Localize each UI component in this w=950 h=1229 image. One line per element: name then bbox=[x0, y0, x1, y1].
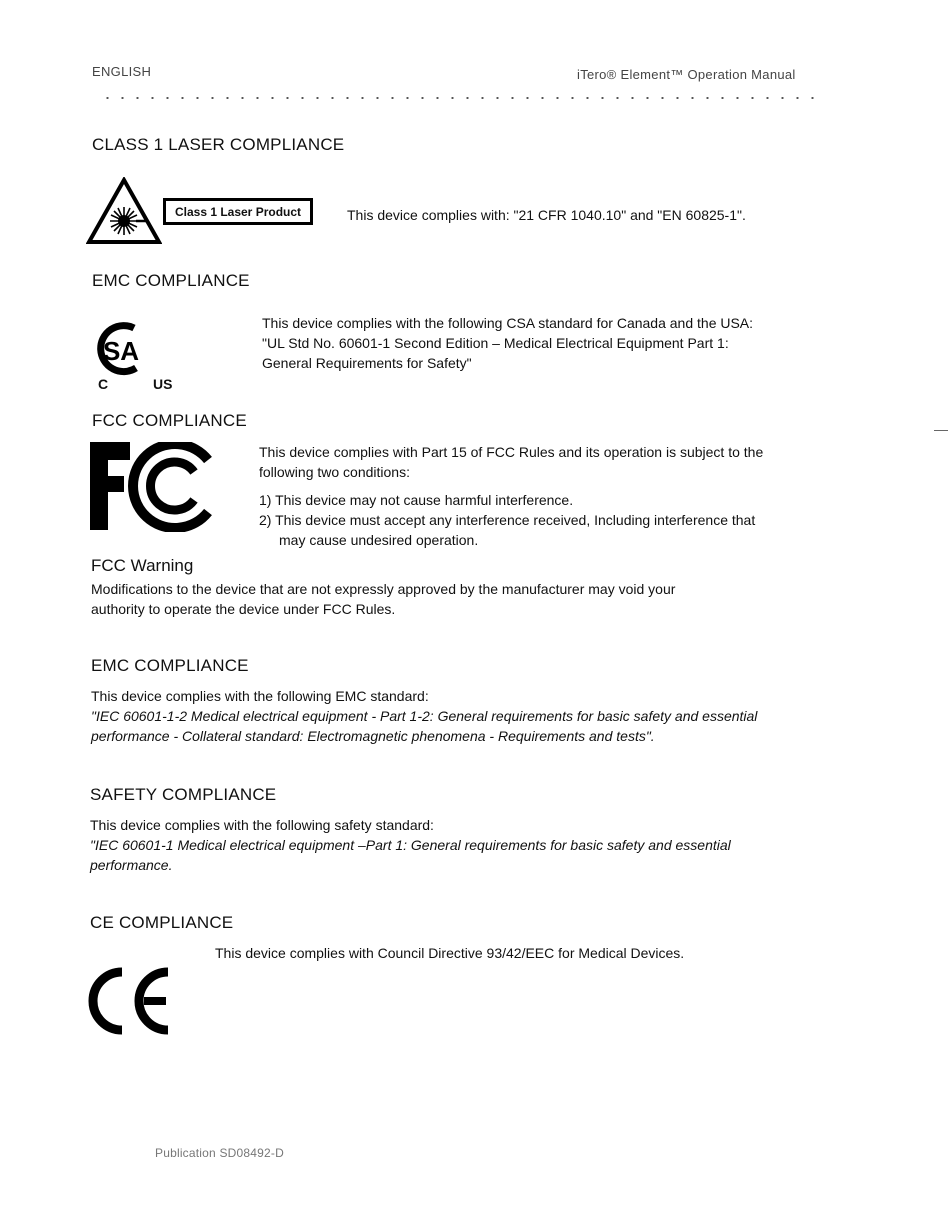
header-manual-title: iTero® Element™ Operation Manual bbox=[577, 67, 796, 82]
scan-mark bbox=[934, 430, 948, 431]
csa-country-us: US bbox=[153, 376, 173, 392]
csa-country-c: C bbox=[98, 376, 109, 392]
fcc-warning-heading: FCC Warning bbox=[91, 556, 194, 575]
emc-iec-line-2: "IEC 60601-1-2 Medical electrical equipment - Part 1-2: General requirements for basic safety and essential bbox=[91, 708, 758, 724]
ce-heading: CE COMPLIANCE bbox=[90, 913, 234, 932]
emc-iec-text bbox=[91, 686, 851, 746]
ce-text: This device complies with Council Directive 93/42/EEC for Medical Devices. bbox=[215, 945, 685, 961]
csa-mark-icon bbox=[94, 318, 150, 382]
safety-text bbox=[90, 815, 850, 875]
laser-text: This device complies with: "21 CFR 1040.10" and "EN 60825-1". bbox=[347, 207, 746, 223]
fcc-logo-icon bbox=[90, 442, 214, 532]
laser-warning-icon bbox=[86, 177, 162, 245]
safety-line-3: performance. bbox=[90, 857, 173, 873]
fcc-warning-line-1: Modifications to the device that are not expressly approved by the manufacturer may void your bbox=[91, 581, 676, 597]
safety-line-1: This device complies with the following safety standard: bbox=[90, 817, 434, 833]
emc-csa-heading: EMC COMPLIANCE bbox=[92, 271, 250, 290]
safety-heading: SAFETY COMPLIANCE bbox=[90, 785, 277, 804]
fcc-heading: FCC COMPLIANCE bbox=[92, 411, 247, 430]
laser-product-label: Class 1 Laser Product bbox=[163, 198, 313, 225]
emc-iec-line-1: This device complies with the following EMC standard: bbox=[91, 688, 429, 704]
fcc-text bbox=[259, 442, 779, 482]
header-divider bbox=[100, 97, 825, 99]
fcc-condition-2: 2) This device must accept any interference received, Including interference that bbox=[259, 512, 756, 528]
emc-csa-line-2: "UL Std No. 60601-1 Second Edition – Medical Electrical Equipment Part 1: bbox=[262, 335, 729, 351]
emc-csa-text bbox=[262, 313, 782, 373]
ce-mark-icon bbox=[88, 966, 174, 1036]
safety-line-2: "IEC 60601-1 Medical electrical equipment –Part 1: General requirements for basic safety and essential bbox=[90, 837, 731, 853]
emc-csa-line-3: General Requirements for Safety" bbox=[262, 355, 472, 371]
fcc-line-1: This device complies with Part 15 of FCC Rules and its operation is subject to the bbox=[259, 444, 764, 460]
footer-publication: Publication SD08492-D bbox=[155, 1146, 284, 1160]
fcc-condition-2-cont: may cause undesired operation. bbox=[279, 532, 479, 548]
csa-logo bbox=[92, 318, 192, 398]
svg-text:SA: SA bbox=[102, 336, 140, 366]
fcc-warning-line-2: authority to operate the device under FCC Rules. bbox=[91, 601, 396, 617]
header-language: ENGLISH bbox=[92, 64, 152, 79]
laser-heading: CLASS 1 LASER COMPLIANCE bbox=[92, 135, 345, 154]
fcc-conditions bbox=[259, 490, 779, 550]
emc-iec-heading: EMC COMPLIANCE bbox=[91, 656, 249, 675]
fcc-warning-text bbox=[91, 579, 791, 619]
emc-iec-line-3: performance - Collateral standard: Electromagnetic phenomena - Requirements and tests". bbox=[91, 728, 655, 744]
fcc-condition-1: 1) This device may not cause harmful interference. bbox=[259, 492, 574, 508]
fcc-line-2: following two conditions: bbox=[259, 464, 410, 480]
emc-csa-line-1: This device complies with the following CSA standard for Canada and the USA: bbox=[262, 315, 754, 331]
